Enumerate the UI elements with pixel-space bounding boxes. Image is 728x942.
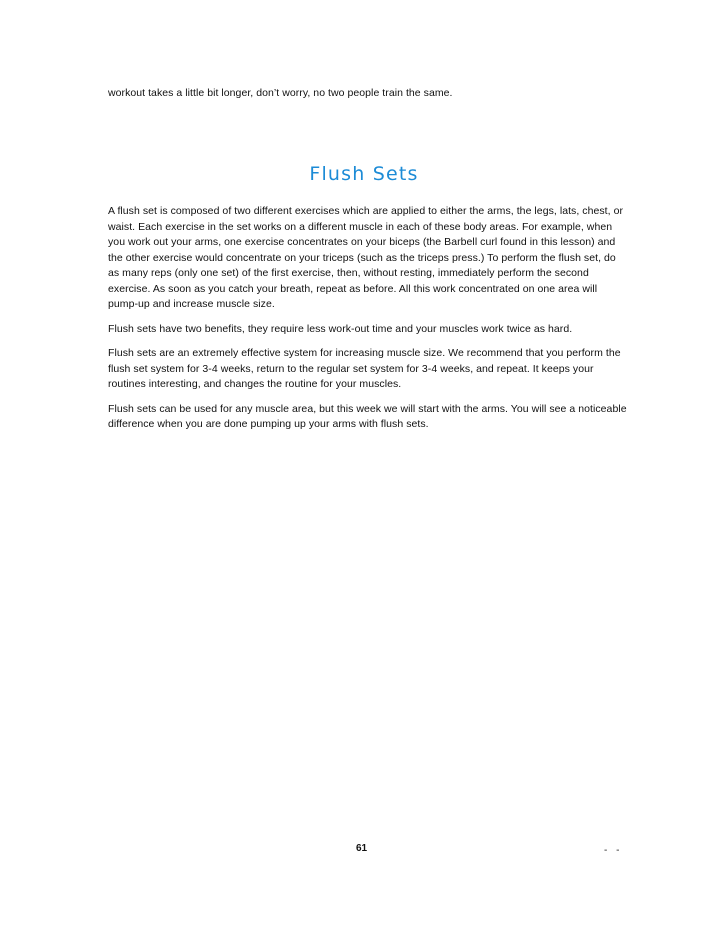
lead-line: workout takes a little bit longer, don’t worry, no two people train the same.	[108, 87, 453, 99]
paragraph: Flush sets have two benefits, they require less work-out time and your muscles work twice as hard.	[108, 322, 573, 335]
paragraph: Flush sets can be used for any muscle area, but this week we will start with the arms. You will see a noticeable difference when you are done pumping up your arms with flush sets.	[108, 402, 627, 430]
page-number: 61	[356, 843, 368, 854]
body-copy	[108, 204, 628, 442]
paragraph: A flush set is composed of two different exercises which are applied to either the arms, the legs, lats, chest, or waist. Each exercise in the set works on a different muscle in each of these body areas. For example, when you work out your arms, one exercise concentrates on your biceps (the Barbell curl found in this lesson) and the other exercise would concentrate on your triceps (such as the triceps press.) To perform the flush set, do as many reps (only one set) of the first exercise, then, without resting, immediately perform the second exercise. As soon as you catch your breath, repeat as before. All this work concentrated on one area will pump-up and increase muscle size.	[108, 205, 624, 310]
paragraph: Flush sets are an extremely effective system for increasing muscle size. We recommend that you perform the flush set system for 3-4 weeks, return to the regular set system for 3-4 weeks, and repeat. It keeps your routines interesting, and changes the routine for your muscles.	[108, 347, 621, 390]
section-title: Flush Sets	[309, 163, 419, 185]
footer-marks: - -	[604, 845, 623, 856]
